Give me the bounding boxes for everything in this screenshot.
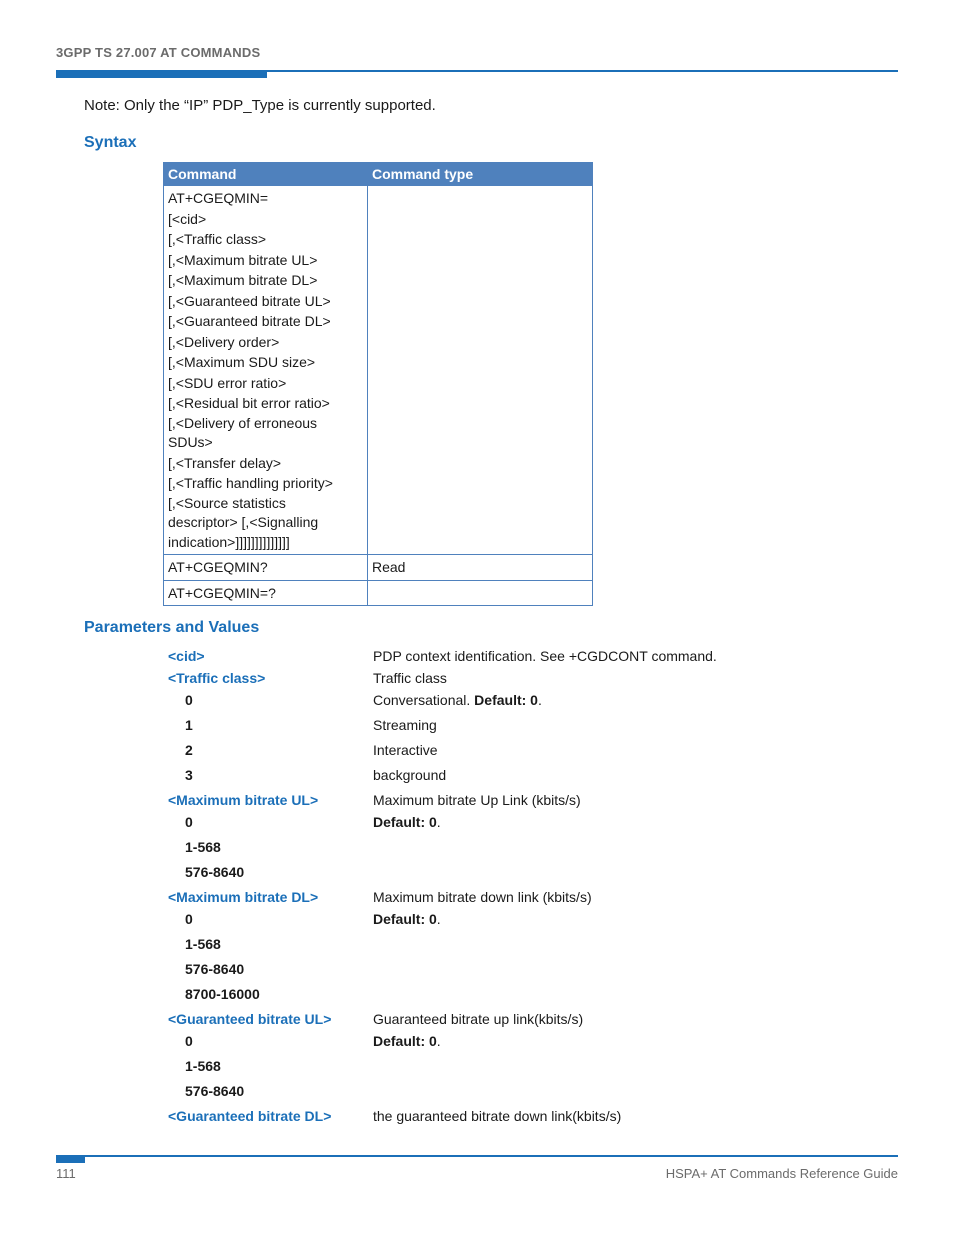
- set-command-line: [,<Maximum bitrate UL>: [168, 251, 318, 268]
- param-row-max-bitrate-ul: [168, 792, 898, 814]
- value-row: [168, 986, 898, 1011]
- test-command-type-cell: [368, 580, 593, 606]
- set-command-line: [,<Maximum bitrate DL>: [168, 272, 318, 288]
- param-value: 1: [185, 717, 193, 733]
- value-row: [168, 961, 898, 986]
- param-desc: PDP context identification. See +CGDCONT command.: [373, 648, 717, 664]
- param-desc: Maximum bitrate Up Link (kbits/s): [373, 792, 581, 808]
- value-row: [168, 864, 898, 889]
- value-desc: background: [373, 767, 447, 783]
- value-desc: Default: 0.: [373, 1033, 441, 1049]
- value-desc: Interactive: [373, 742, 438, 758]
- param-value: 1-568: [185, 936, 221, 952]
- param-name: <Maximum bitrate UL>: [168, 792, 319, 808]
- param-value: 0: [185, 911, 193, 927]
- value-row: [168, 742, 898, 767]
- param-name: <Guaranteed bitrate UL>: [168, 1011, 332, 1027]
- column-header-command: Command: [164, 163, 368, 186]
- param-name: <cid>: [168, 648, 205, 664]
- page-number: 111: [56, 1166, 76, 1181]
- set-command-line: indication>]]]]]]]]]]]]]]: [168, 533, 290, 550]
- value-row: [168, 692, 898, 717]
- set-command-line: SDUs>: [168, 434, 213, 450]
- param-row-guaranteed-bitrate-ul: [168, 1011, 898, 1033]
- param-value: 576-8640: [185, 961, 245, 977]
- table-row-read-command: [164, 555, 593, 581]
- set-command-line: [,<Delivery order>: [168, 333, 280, 350]
- param-name: <Traffic class>: [168, 670, 266, 686]
- param-value: 2: [185, 742, 193, 758]
- set-command-line: [,<Transfer delay>: [168, 454, 282, 471]
- param-value: 3: [185, 767, 193, 783]
- value-row: [168, 814, 898, 839]
- syntax-heading: Syntax: [84, 134, 137, 151]
- set-command-type-cell: [368, 186, 593, 555]
- param-row-traffic-class: [168, 670, 898, 692]
- param-value: 0: [185, 692, 193, 708]
- param-value: 0: [185, 814, 193, 830]
- value-row: [168, 767, 898, 792]
- value-row: [168, 1058, 898, 1083]
- header-rule-accent: [56, 70, 267, 78]
- note-text: Note: Only the “IP” PDP_Type is currently supported.: [84, 97, 436, 114]
- header-rule: [267, 70, 898, 72]
- footer-rule-accent: [56, 1155, 85, 1163]
- value-desc: Conversational. Default: 0.: [373, 692, 542, 708]
- column-header-command-type: Command type: [368, 163, 593, 186]
- value-row: [168, 839, 898, 864]
- param-name: <Guaranteed bitrate DL>: [168, 1108, 332, 1124]
- syntax-table: [163, 162, 593, 606]
- read-command-type-cell: Read: [368, 555, 593, 581]
- param-name: <Maximum bitrate DL>: [168, 889, 319, 905]
- table-row-set-command: [164, 186, 593, 555]
- value-desc: Default: 0.: [373, 814, 441, 830]
- param-row-guaranteed-bitrate-dl: [168, 1108, 898, 1130]
- value-row: [168, 717, 898, 742]
- set-command-line: [,<SDU error ratio>: [168, 374, 287, 391]
- param-value: 8700-16000: [185, 986, 260, 1002]
- param-row-cid: [168, 648, 898, 670]
- param-desc: Traffic class: [373, 670, 447, 686]
- value-row: [168, 1083, 898, 1108]
- set-command-cell: [164, 186, 368, 555]
- param-desc: Guaranteed bitrate up link(kbits/s): [373, 1011, 584, 1027]
- set-command-line: [,<Residual bit error ratio>: [168, 395, 330, 411]
- param-desc: Maximum bitrate down link (kbits/s): [373, 889, 592, 905]
- value-row: [168, 911, 898, 936]
- value-desc: Streaming: [373, 717, 437, 733]
- set-command-line: [,<Maximum SDU size>: [168, 354, 316, 370]
- parameters-heading: Parameters and Values: [84, 619, 260, 636]
- running-header: 3GPP TS 27.007 AT COMMANDS: [56, 45, 261, 60]
- set-command-line: [<cid>: [168, 210, 207, 227]
- value-desc: Default: 0.: [373, 911, 441, 927]
- set-command-line: [,<Traffic handling priority>: [168, 475, 333, 491]
- set-command-line: [,<Traffic class>: [168, 231, 267, 247]
- test-command-cell: AT+CGEQMIN=?: [164, 580, 368, 606]
- set-command-line: [,<Guaranteed bitrate DL>: [168, 313, 331, 329]
- parameters-list: [168, 648, 898, 1130]
- value-row: [168, 1033, 898, 1058]
- set-command-line: [,<Source statistics: [168, 494, 286, 511]
- value-row: [168, 936, 898, 961]
- set-command-line: AT+CGEQMIN=: [168, 190, 269, 206]
- param-value: 576-8640: [185, 864, 245, 880]
- param-value: 0: [185, 1033, 193, 1049]
- set-command-line: [,<Guaranteed bitrate UL>: [168, 292, 331, 309]
- set-command-line: descriptor> [,<Signalling: [168, 514, 319, 530]
- param-desc: the guaranteed bitrate down link(kbits/s): [373, 1108, 622, 1124]
- footer-title: HSPA+ AT Commands Reference Guide: [665, 1166, 898, 1181]
- param-row-max-bitrate-dl: [168, 889, 898, 911]
- syntax-table-header-row: [164, 163, 593, 186]
- footer-rule: [85, 1155, 898, 1157]
- param-value: 1-568: [185, 1058, 221, 1074]
- param-value: 1-568: [185, 839, 221, 855]
- read-command-cell: AT+CGEQMIN?: [164, 555, 368, 581]
- set-command-line: [,<Delivery of erroneous: [168, 414, 318, 431]
- table-row-test-command: [164, 580, 593, 606]
- param-value: 576-8640: [185, 1083, 245, 1099]
